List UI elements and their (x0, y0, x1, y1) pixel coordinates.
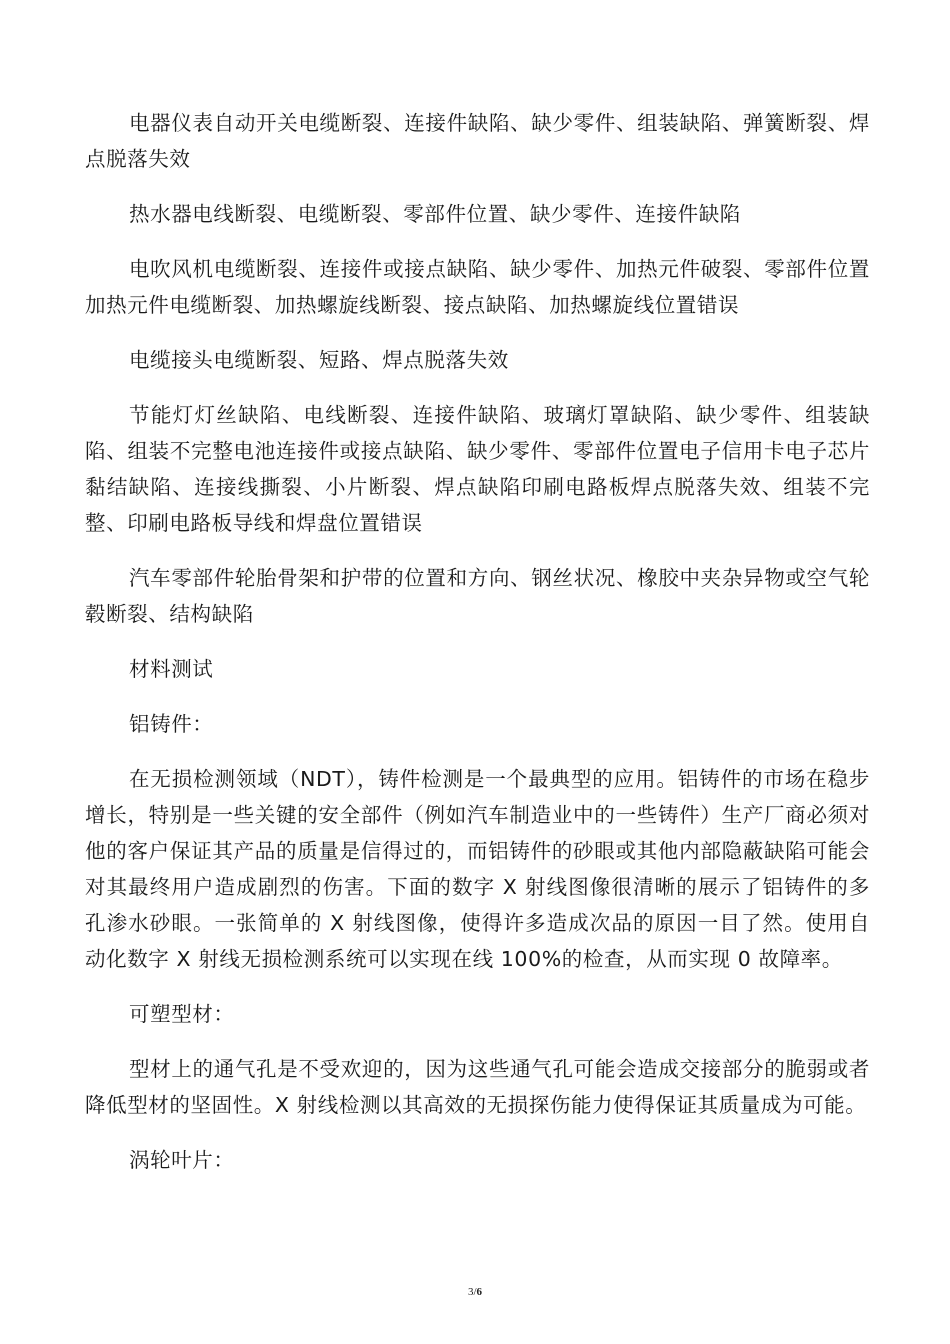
paragraph-auto-parts: 汽车零部件轮胎骨架和护带的位置和方向、钢丝状况、橡胶中夹杂异物或空气轮毂断裂、结构缺陷 (85, 566, 870, 626)
subheading-plastic-profiles: 可塑型材： (129, 1002, 235, 1026)
document-body (85, 105, 870, 1197)
paragraph-hair-dryer: 电吹风机电缆断裂、连接件或接点缺陷、缺少零件、加热元件破裂、零部件位置加热元件电缆断裂、加热螺旋线断裂、接点缺陷、加热螺旋线位置错误 (85, 257, 870, 317)
paragraph-water-heater: 热水器电线断裂、电缆断裂、零部件位置、缺少零件、连接件缺陷 (129, 202, 741, 226)
section-heading-material-testing: 材料测试 (129, 657, 214, 681)
subheading-turbine-blades: 涡轮叶片： (129, 1148, 235, 1172)
subheading-aluminum-castings: 铝铸件： (129, 712, 214, 736)
paragraph-cable-connector: 电缆接头电缆断裂、短路、焊点脱落失效 (129, 348, 509, 372)
page-number-current: 3/ (467, 1286, 477, 1298)
paragraph-energy-saving-lamp: 节能灯灯丝缺陷、电线断裂、连接件缺陷、玻璃灯罩缺陷、缺少零件、组装缺陷、组装不完整电池连接件或接点缺陷、缺少零件、零部件位置电子信用卡电子芯片黏结缺陷、连接线撕裂、小片断裂、焊点缺陷印刷电路板焊点脱落失效、组装不完整、印刷电路板导线和焊盘位置错误 (85, 403, 870, 535)
page-number (0, 1286, 950, 1298)
page-number-total: 6 (476, 1286, 483, 1298)
paragraph-aluminum-castings: 在无损检测领域（NDT），铸件检测是一个最典型的应用。铝铸件的市场在稳步增长，特别是一些关键的安全部件（例如汽车制造业中的一些铸件）生产厂商必须对他的客户保证其产品的质量是信得过的，而铝铸件的砂眼或其他内部隐蔽缺陷可能会对其最终用户造成剧烈的伤害。下面的数字 X 射线图像很清晰的展示了铝铸件的多孔渗水砂眼。一张简单的 X 射线图像，使得许多造成次品的原因一目了然。使用自动化数字 X 射线无损检测系统可以实现在线 100%的检查，从而实现 0 故障率。 (85, 767, 870, 971)
paragraph-electrical-instruments: 电器仪表自动开关电缆断裂、连接件缺陷、缺少零件、组装缺陷、弹簧断裂、焊点脱落失效 (85, 111, 870, 171)
paragraph-plastic-profiles: 型材上的通气孔是不受欢迎的，因为这些通气孔可能会造成交接部分的脆弱或者降低型材的坚固性。X 射线检测以其高效的无损探伤能力使得保证其质量成为可能。 (85, 1057, 870, 1117)
